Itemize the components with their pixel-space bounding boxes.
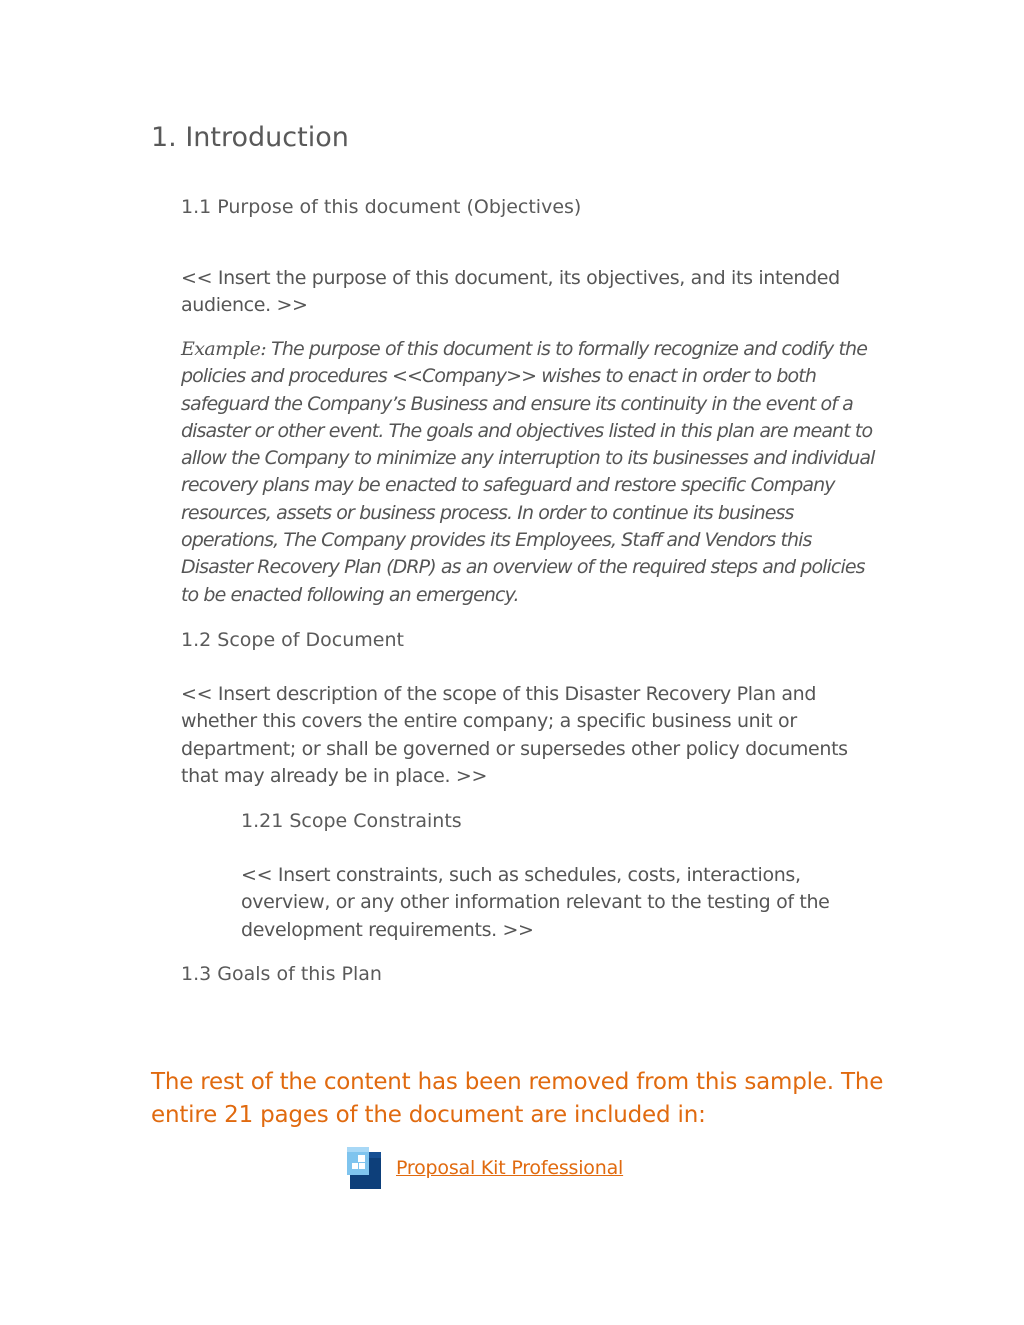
section-1-2-instruction: << Insert description of the scope of this Disaster Recovery Plan and whether this covers the entire company; a specific business unit or department; or shall be governed or supersedes other policy documents that may already be in place. >> xyxy=(181,683,848,787)
product-reference xyxy=(346,1146,623,1190)
section-1-1-title: 1.1 Purpose of this document (Objectives) xyxy=(181,196,582,218)
removed-content-notice: The rest of the content has been removed from this sample. The entire 21 pages of the document are included in: xyxy=(151,1069,884,1128)
section-1-3-title: 1.3 Goals of this Plan xyxy=(181,963,382,985)
example-text: The purpose of this document is to formally recognize and codify the policies and procedures <<Company>> wishes to enact in order to both safeguard the Company’s Business and ensure its continuity in the event of a disaster or other event. The goals and objectives listed in this plan are meant to allow the Company to minimize any interruption to its businesses and individual recovery plans may be enacted to safeguard and restore specific Company resources, assets or business process. In order to continue its business operations, The Company provides its Employees, Staff and Vendors this Disaster Recovery Plan (DRP) as an overview of the required steps and policies to be enacted following an emergency. xyxy=(181,338,875,606)
example-label: Example: xyxy=(181,338,267,360)
section-1-21-title: 1.21 Scope Constraints xyxy=(241,810,462,832)
proposal-kit-professional-link[interactable]: Proposal Kit Professional xyxy=(396,1157,624,1179)
section-1-1-example xyxy=(181,336,881,609)
section-1-21-instruction: << Insert constraints, such as schedules, costs, interactions, overview, or any other information relevant to the testing of the development requirements. >> xyxy=(241,864,830,941)
section-1-1-instruction: << Insert the purpose of this document, its objectives, and its intended audience. >> xyxy=(181,267,840,317)
page-title: 1. Introduction xyxy=(151,122,349,153)
proposal-kit-box-icon xyxy=(346,1146,382,1190)
section-1-2-title: 1.2 Scope of Document xyxy=(181,629,404,651)
